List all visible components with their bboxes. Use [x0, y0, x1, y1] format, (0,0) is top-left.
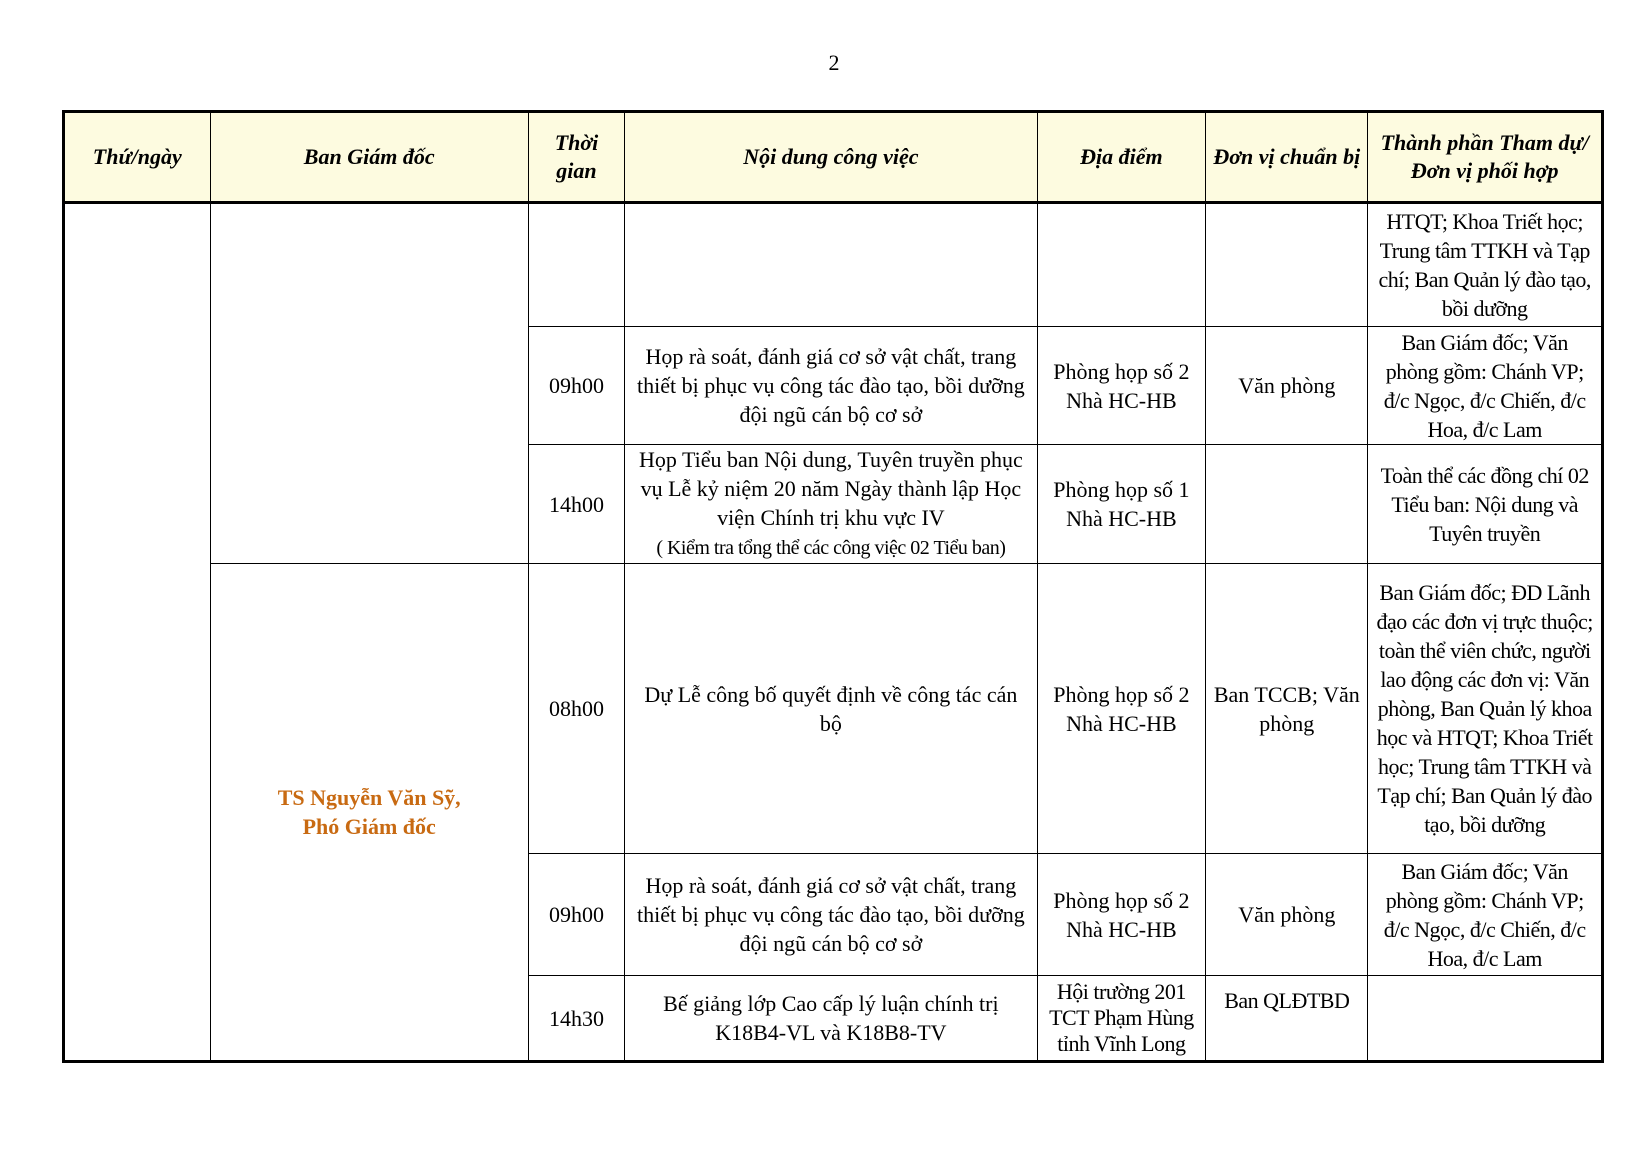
location-cell: Phòng họp số 2 Nhà HC-HB — [1037, 564, 1206, 854]
content-cell: Bế giảng lớp Cao cấp lý luận chính trị K18B4-VL và K18B8-TV — [625, 976, 1037, 1062]
content-cell: Họp rà soát, đánh giá cơ sở vật chất, trang thiết bị phục vụ công tác đào tạo, bồi dưỡng đội ngũ cán bộ cơ sở — [625, 327, 1037, 445]
table-row — [64, 564, 1603, 854]
time-cell: 09h00 — [528, 854, 624, 976]
content-cell — [625, 445, 1037, 564]
content-cell: Dự Lễ công bố quyết định về công tác cán bộ — [625, 564, 1037, 854]
participants-cell: Ban Giám đốc; Văn phòng gồm: Chánh VP; đ/c Ngọc, đ/c Chiến, đ/c Hoa, đ/c Lam — [1368, 854, 1603, 976]
content-cell: Họp rà soát, đánh giá cơ sở vật chất, trang thiết bị phục vụ công tác đào tạo, bồi dưỡng đội ngũ cán bộ cơ sở — [625, 854, 1037, 976]
header-location: Địa điểm — [1037, 112, 1206, 203]
table-row — [64, 203, 1603, 327]
header-time: Thời gian — [528, 112, 624, 203]
participants-cell — [1368, 976, 1603, 1062]
location-cell: Phòng họp số 2 Nhà HC-HB — [1037, 327, 1206, 445]
header-board: Ban Giám đốc — [210, 112, 528, 203]
prep-unit-cell — [1206, 445, 1368, 564]
day-cell — [64, 203, 211, 1062]
schedule-table — [62, 110, 1604, 1063]
header-participants: Thành phần Tham dự/ Đơn vị phối hợp — [1368, 112, 1603, 203]
time-cell: 14h30 — [528, 976, 624, 1062]
leader-cell — [210, 564, 528, 1062]
participants-cell: Toàn thể các đồng chí 02 Tiểu ban: Nội dung và Tuyên truyền — [1368, 445, 1603, 564]
content-note: ( Kiểm tra tổng thể các công việc 02 Tiểu ban) — [656, 537, 1006, 559]
time-cell: 09h00 — [528, 327, 624, 445]
location-cell: Phòng họp số 1 Nhà HC-HB — [1037, 445, 1206, 564]
prep-unit-cell: Ban TCCB; Văn phòng — [1206, 564, 1368, 854]
participants-cell: Ban Giám đốc; Văn phòng gồm: Chánh VP; đ/c Ngọc, đ/c Chiến, đ/c Hoa, đ/c Lam — [1368, 327, 1603, 445]
participants-cell: HTQT; Khoa Triết học; Trung tâm TTKH và Tạp chí; Ban Quản lý đào tạo, bồi dưỡng — [1368, 203, 1603, 327]
header-content: Nội dung công việc — [625, 112, 1037, 203]
time-cell: 08h00 — [528, 564, 624, 854]
content-cell — [625, 203, 1037, 327]
prep-unit-cell: Văn phòng — [1206, 327, 1368, 445]
prep-unit-cell: Ban QLĐTBD — [1206, 976, 1368, 1062]
board-cell — [210, 203, 528, 564]
time-cell: 14h00 — [528, 445, 624, 564]
leader-name: TS Nguyễn Văn Sỹ, — [277, 785, 461, 810]
header-day: Thứ/ngày — [64, 112, 211, 203]
leader-title: Phó Giám đốc — [302, 814, 436, 839]
time-cell — [528, 203, 624, 327]
location-cell: Phòng họp số 2 Nhà HC-HB — [1037, 854, 1206, 976]
page-number: 2 — [828, 50, 840, 75]
header-row — [64, 112, 1603, 203]
prep-unit-cell — [1206, 203, 1368, 327]
participants-cell: Ban Giám đốc; ĐD Lãnh đạo các đơn vị trực thuộc; toàn thể viên chức, người lao động các đơn vị: Văn phòng, Ban Quản lý khoa học và HTQT; Khoa Triết học; Trung tâm TTKH và Tạp chí; Ban Quản lý đào tạo, bồi dưỡng — [1368, 564, 1603, 854]
location-cell: Hội trường 201 TCT Phạm Hùng tỉnh Vĩnh Long — [1037, 976, 1206, 1062]
location-cell — [1037, 203, 1206, 327]
content-text: Họp Tiểu ban Nội dung, Tuyên truyền phục vụ Lễ kỷ niệm 20 năm Ngày thành lập Học viện Chính trị khu vực IV — [638, 447, 1023, 530]
prep-unit-cell: Văn phòng — [1206, 854, 1368, 976]
header-prep-unit: Đơn vị chuẩn bị — [1206, 112, 1368, 203]
